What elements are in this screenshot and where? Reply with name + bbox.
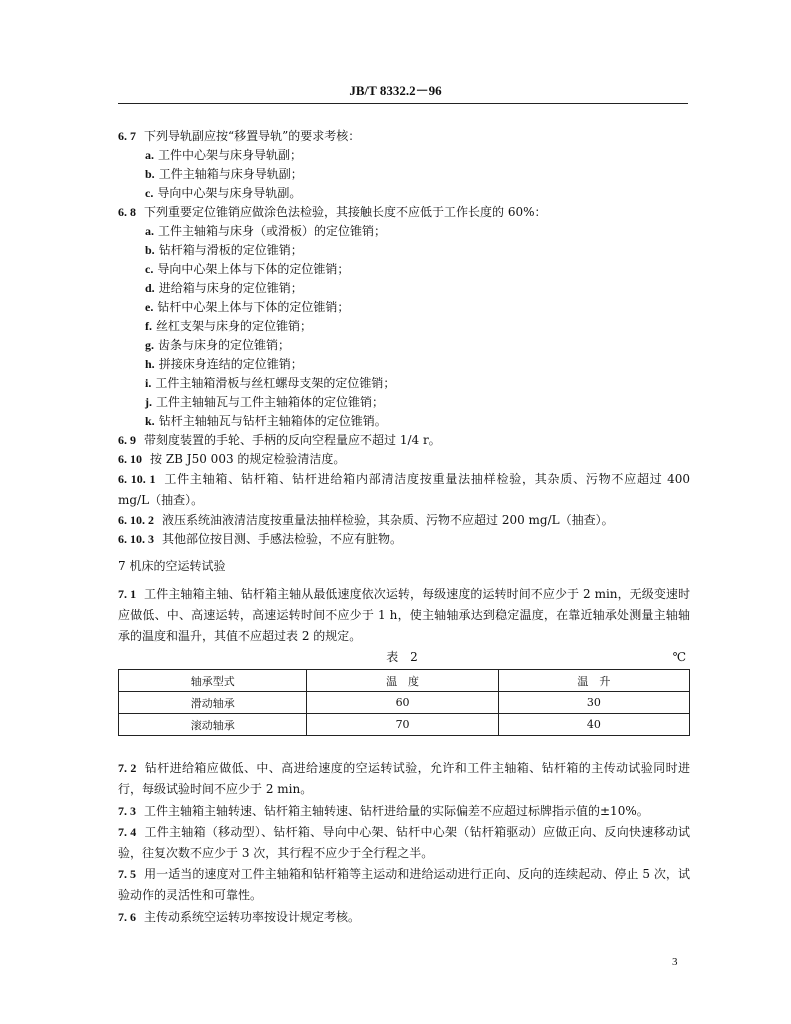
clause-number: 6. 10. 2: [118, 513, 154, 527]
clause-text: 下列导轨副应按“移置导轨”的要求考核：: [144, 129, 361, 143]
clause-text: 主传动系统空运转功率按设计规定考核。: [144, 910, 361, 924]
item-label: c.: [145, 262, 154, 276]
table-header-cell: 温 升: [498, 670, 689, 692]
table-cell: 30: [498, 692, 689, 714]
item-text: 工件主轴轴瓦与工件主轴箱体的定位锥销；: [156, 395, 385, 409]
document-header: JB/T 8332.2－96: [349, 83, 442, 98]
clause-number: 7. 4: [118, 825, 137, 839]
table-cell: 60: [307, 692, 498, 714]
item-label: f.: [145, 319, 152, 333]
document-body: [118, 127, 690, 928]
clause-text: 下列重要定位锥销应做涂色法检验，其接触长度不应低于工作长度的 60%：: [144, 205, 547, 219]
clause-text: 其他部位按目测、手感法检验，不应有脏物。: [162, 532, 403, 546]
table-caption: [118, 647, 690, 667]
clause-number: 6. 8: [118, 205, 136, 219]
clause-7-4: [118, 822, 690, 864]
list-item: [118, 374, 690, 393]
item-label: h.: [145, 357, 155, 371]
clause-number: 6. 10. 1: [118, 472, 156, 486]
clause-number: 7. 1: [118, 587, 137, 601]
item-text: 导向中心架与床身导轨副。: [157, 186, 302, 200]
item-label: i.: [145, 376, 152, 390]
clause-text: 带刻度装置的手轮、手柄的反向空程量应不超过 1/4 r。: [144, 433, 441, 447]
item-text: 导向中心架上体与下体的定位锥销；: [157, 262, 350, 276]
table-header-cell: 温 度: [307, 670, 498, 692]
item-text: 工件主轴箱滑板与丝杠螺母支架的定位锥销；: [155, 376, 396, 390]
item-text: 工件中心架与床身导轨副；: [158, 148, 303, 162]
list-item: [118, 165, 690, 184]
list-item: [118, 355, 690, 374]
item-label: a.: [145, 224, 154, 238]
item-text: 工件主轴箱与床身导轨副；: [158, 167, 303, 181]
item-label: b.: [145, 167, 155, 181]
clause-text: 用一适当的速度对工件主轴箱和钻杆箱等主运动和进给运动进行正向、反向的连续起动、停止 5 次，试验动作的灵活性和可靠性。: [118, 867, 690, 902]
table-title: 表 2: [386, 650, 422, 664]
table-cell: 40: [498, 714, 689, 736]
clause-number: 7. 3: [118, 804, 136, 818]
clause-number: 6. 10: [118, 452, 142, 466]
clause-6-10-2: [118, 511, 690, 530]
item-text: 丝杠支架与床身的定位锥销；: [156, 319, 313, 333]
item-text: 齿条与床身的定位锥销；: [158, 338, 291, 352]
item-text: 钻杆主轴轴瓦与钻杆主轴箱体的定位锥销。: [158, 414, 387, 428]
item-label: c.: [145, 186, 154, 200]
clause-number: 7. 5: [118, 867, 137, 881]
item-text: 工件主轴箱与床身（或滑板）的定位锥销；: [158, 224, 387, 238]
item-label: e.: [145, 300, 154, 314]
clause-text: 钻杆进给箱应做低、中、高进给速度的空运转试验，允许和工件主轴箱、钻杆箱的主传动试验同时进行，每级试验时间不应少于 2 min。: [118, 761, 690, 796]
item-text: 钻杆箱与滑板的定位锥销；: [158, 243, 303, 257]
clause-number: 6. 7: [118, 129, 136, 143]
list-item: [118, 184, 690, 203]
clause-6-10: [118, 450, 690, 469]
list-item: [118, 222, 690, 241]
table-row: [119, 692, 690, 714]
clause-7-3: [118, 800, 690, 822]
clause-number: 7. 6: [118, 910, 136, 924]
clause-7-2: [118, 758, 690, 800]
list-item: [118, 317, 690, 336]
table-cell: 滚动轴承: [119, 714, 307, 736]
list-item: [118, 412, 690, 431]
item-text: 拼接床身连结的定位锥销；: [158, 357, 303, 371]
list-item: [118, 393, 690, 412]
clause-6-7: [118, 127, 690, 146]
clause-7-6: [118, 906, 690, 928]
clause-6-10-3: [118, 530, 690, 549]
item-label: g.: [145, 338, 154, 352]
list-item: [118, 336, 690, 355]
list-item: [118, 241, 690, 260]
clause-number: 7. 2: [118, 761, 137, 775]
clause-text: 工件主轴箱主轴转速、钻杆箱主轴转速、钻杆进给量的实际偏差不应超过标牌指示值的±10%。: [144, 804, 649, 818]
clause-number: 6. 10. 3: [118, 532, 154, 546]
list-item: [118, 279, 690, 298]
table-cell: 70: [307, 714, 498, 736]
item-text: 钻杆中心架上体与下体的定位锥销；: [157, 300, 350, 314]
item-text: 进给箱与床身的定位锥销；: [158, 281, 303, 295]
table-2: [118, 669, 690, 736]
item-label: k.: [145, 414, 155, 428]
clause-text: 液压系统油液清洁度按重量法抽样检验，其杂质、污物不应超过 200 mg/L（抽查）。: [162, 513, 614, 527]
table-header-row: [119, 670, 690, 692]
clause-number: 6. 9: [118, 433, 136, 447]
clause-6-9: [118, 431, 690, 450]
item-label: a.: [145, 148, 154, 162]
table-unit: ℃: [672, 650, 686, 664]
clause-text: 工件主轴箱、钻杆箱、钻杆进给箱内部清洁度按重量法抽样检验，其杂质、污物不应超过 400 mg/L（抽查）。: [118, 472, 691, 507]
list-item: [118, 146, 690, 165]
list-item: [118, 298, 690, 317]
item-label: b.: [145, 243, 155, 257]
table-cell: 滑动轴承: [119, 692, 307, 714]
table-row: [119, 714, 690, 736]
table-header-cell: 轴承型式: [119, 670, 307, 692]
item-label: j.: [145, 395, 152, 409]
clause-text: 按 ZB J50 003 的规定检验清洁度。: [150, 452, 346, 466]
clause-6-8: [118, 203, 690, 222]
item-label: d.: [145, 281, 155, 295]
clause-7-5: [118, 864, 690, 906]
clause-text: 工件主轴箱主轴、钻杆箱主轴从最低速度依次运转，每级速度的运转时间不应少于 2 min，无级变速时应做低、中、高速运转，高速运转时间不应少于 1 h，使主轴轴承达到稳定温度，在靠近轴承处测量主轴轴承的温度和温升，其值不应超过表 2 的规定。: [118, 587, 691, 643]
page-number: 3: [672, 956, 678, 968]
clause-6-10-1: [118, 469, 690, 511]
header-rule: [118, 103, 688, 104]
clause-text: 工件主轴箱（移动型）、钻杆箱、导向中心架、钻杆中心架（钻杆箱驱动）应做正向、反向快速移动试验，往复次数不应少于 3 次，其行程不应少于全行程之半。: [118, 825, 690, 860]
clause-7-1: [118, 584, 690, 647]
list-item: [118, 260, 690, 279]
section-title: 7 机床的空运转试验: [118, 559, 226, 573]
